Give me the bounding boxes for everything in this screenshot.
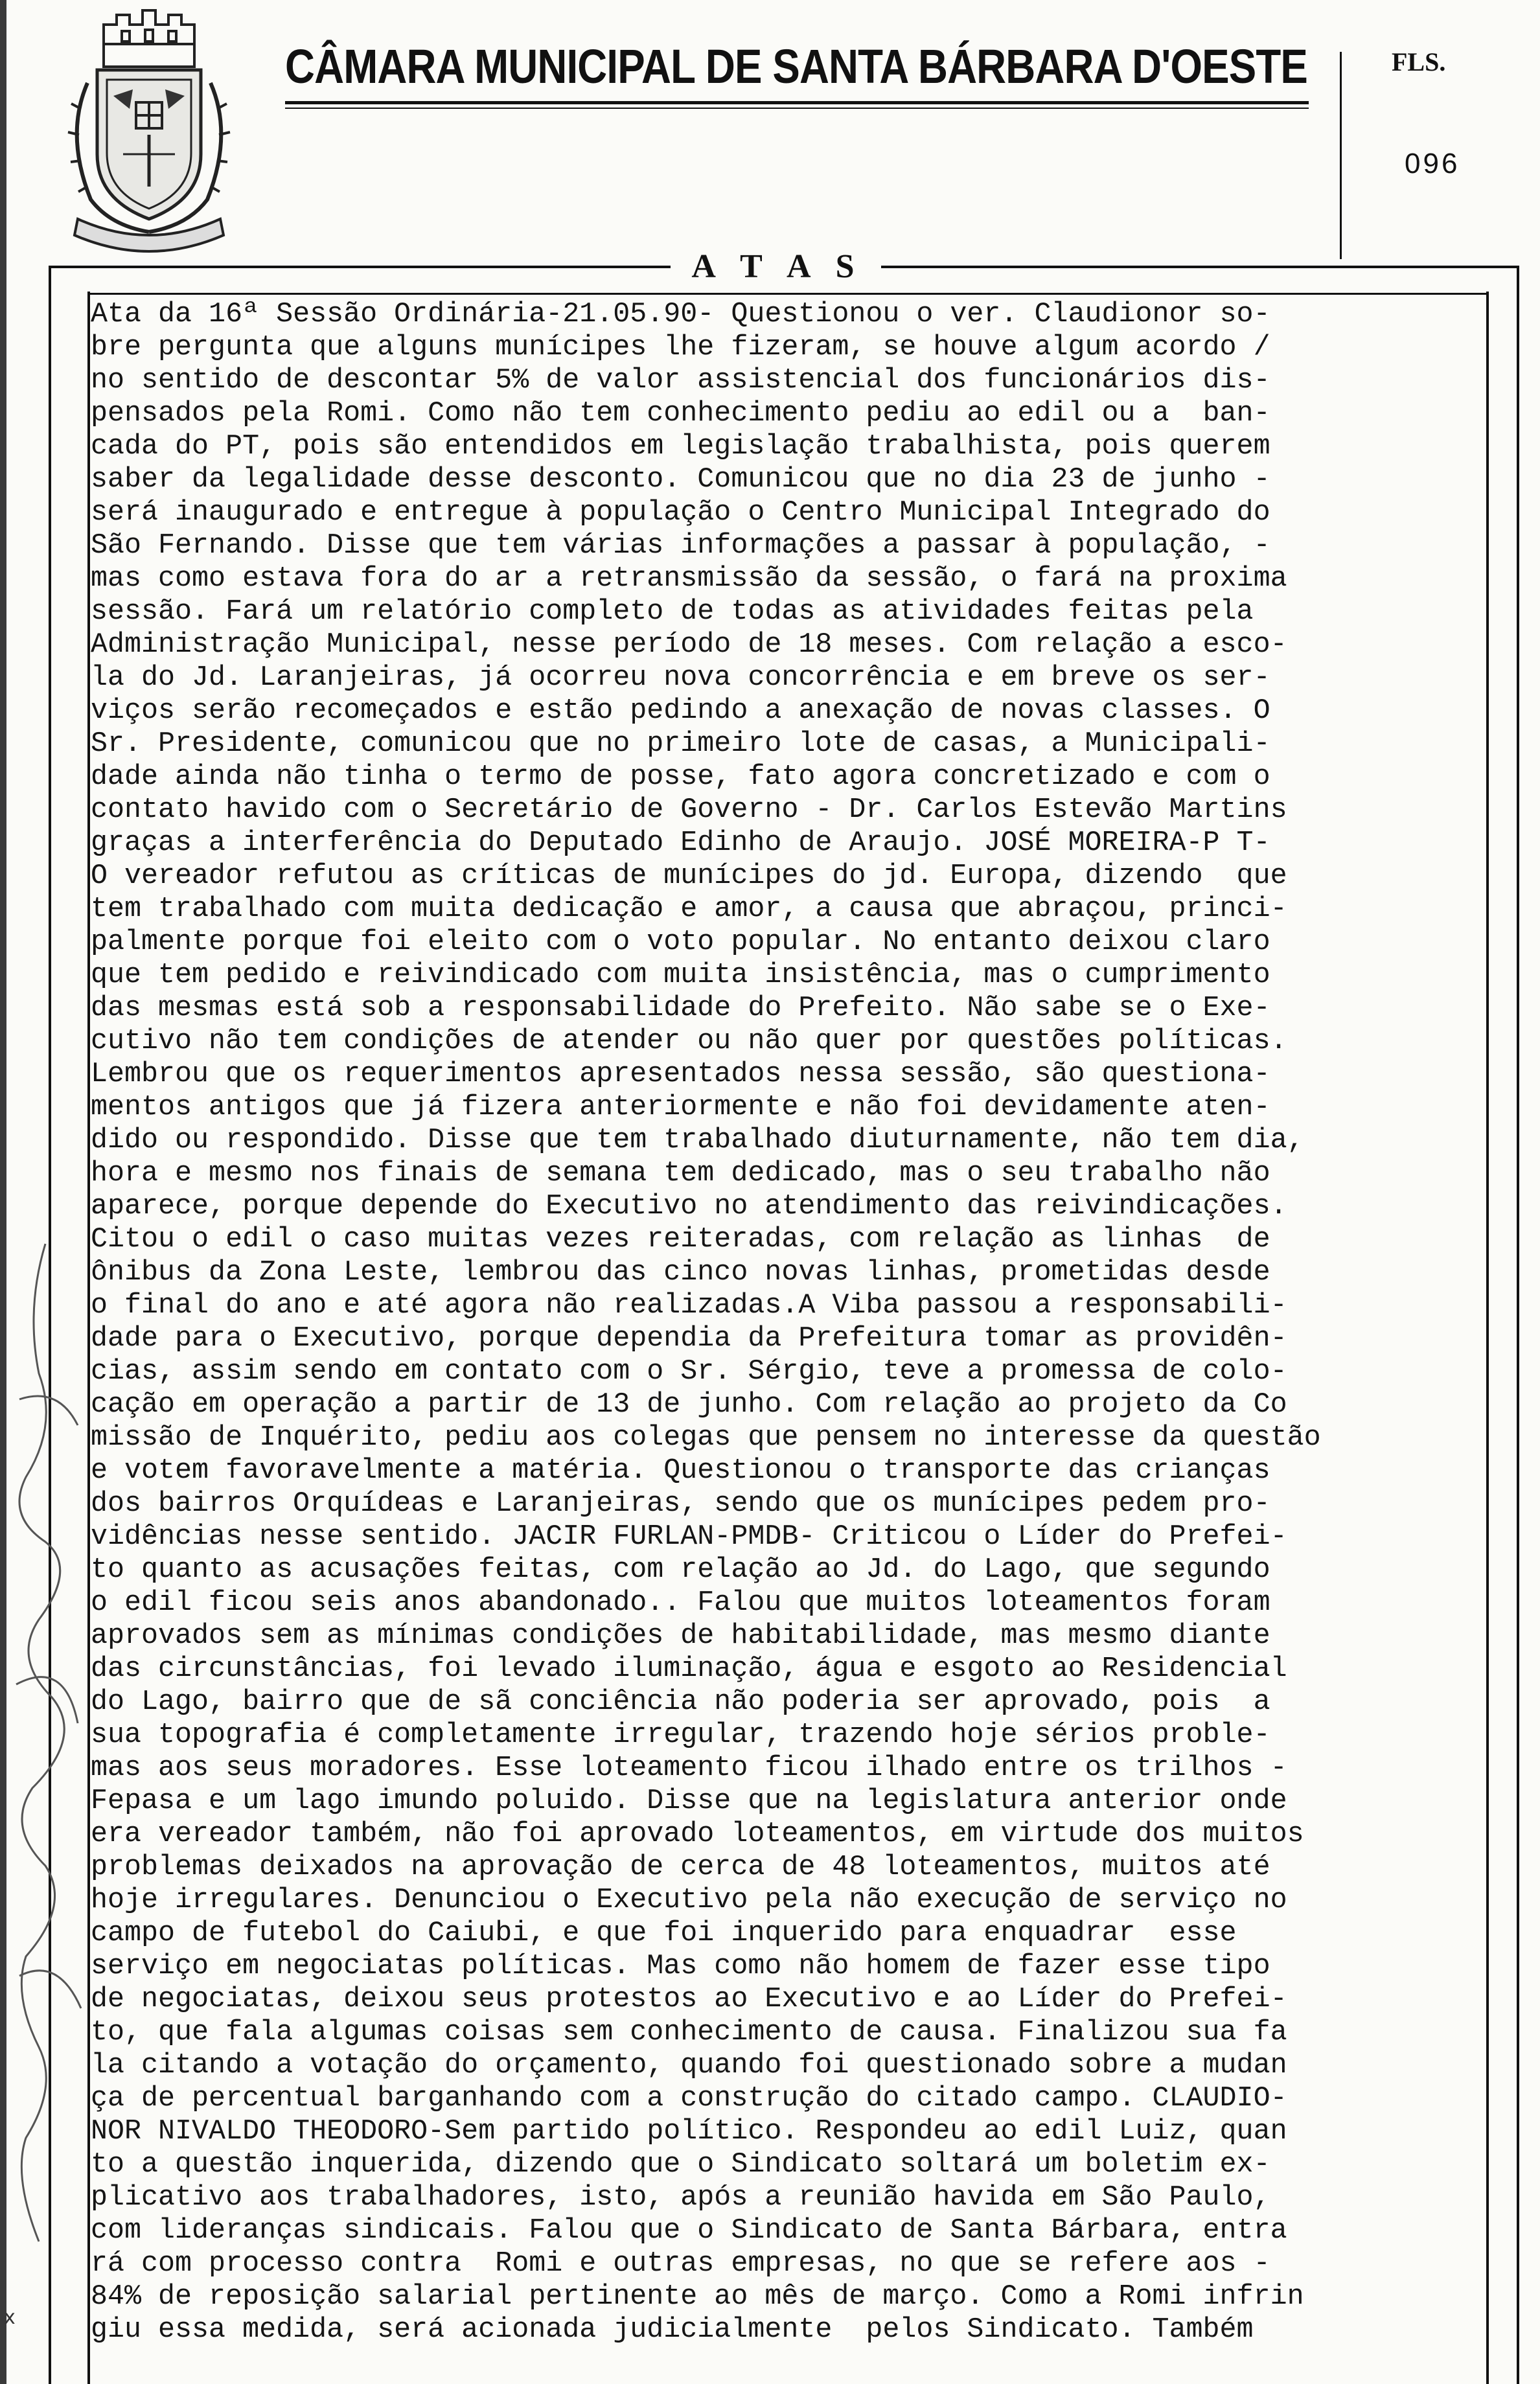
text-line: aprovados sem as mínimas condições de habitabilidade, mas mesmo diante bbox=[91, 1620, 1270, 1652]
text-line: mas aos seus moradores. Esse loteamento ficou ilhado entre os trilhos - bbox=[91, 1752, 1287, 1784]
text-line: plicativo aos trabalhadores, isto, após a reunião havida em São Paulo, bbox=[91, 2181, 1270, 2214]
organization-title: CÂMARA MUNICIPAL DE SANTA BÁRBARA D'OESTE bbox=[285, 40, 1307, 93]
text-line: que tem pedido e reivindicado com muita insistência, mas o cumprimento bbox=[91, 959, 1270, 991]
text-margin-top bbox=[87, 293, 1489, 295]
text-line: mentos antigos que já fizera anteriormente e não foi devidamente aten- bbox=[91, 1091, 1270, 1123]
text-line: aparece, porque depende do Executivo no atendimento das reivindicações. bbox=[91, 1190, 1287, 1222]
text-line: viços serão recomeçados e estão pedindo a anexação de novas classes. O bbox=[91, 694, 1270, 727]
text-line: ônibus da Zona Leste, lembrou das cinco novas linhas, prometidas desde bbox=[91, 1256, 1270, 1289]
text-line: dos bairros Orquídeas e Laranjeiras, sendo que os munícipes pedem pro- bbox=[91, 1487, 1270, 1520]
text-line: la do Jd. Laranjeiras, já ocorreu nova concorrência e em breve os ser- bbox=[91, 661, 1270, 694]
text-line: to quanto as acusações feitas, com relação ao Jd. do Lago, que segundo bbox=[91, 1553, 1270, 1586]
text-line: cada do PT, pois são entendidos em legislação trabalhista, pois querem bbox=[91, 430, 1270, 463]
text-line: era vereador também, não foi aprovado loteamentos, em virtude dos muitos bbox=[91, 1818, 1304, 1850]
section-title: A T A S bbox=[691, 248, 864, 285]
text-line: vidências nesse sentido. JACIR FURLAN-PMDB- Criticou o Líder do Prefei- bbox=[91, 1520, 1287, 1553]
text-line: rá com processo contra Romi e outras empresas, no que se refere aos - bbox=[91, 2247, 1270, 2280]
text-line: Sr. Presidente, comunicou que no primeiro lote de casas, a Municipali- bbox=[91, 728, 1270, 760]
text-line: graças a interferência do Deputado Edinho de Araujo. JOSÉ MOREIRA-P T- bbox=[91, 827, 1270, 859]
text-line: to, que fala algumas coisas sem conhecimento de causa. Finalizou sua fa bbox=[91, 2016, 1287, 2048]
text-line: palmente porque foi eleito com o voto popular. No entanto deixou claro bbox=[91, 926, 1270, 958]
atas-rule-left bbox=[49, 266, 671, 268]
text-line: missão de Inquérito, pediu aos colegas que pensem no interesse da questão bbox=[91, 1421, 1321, 1454]
text-line: cias, assim sendo em contato com o Sr. Sérgio, teve a promessa de colo- bbox=[91, 1355, 1287, 1388]
text-line: das circunstâncias, foi levado iluminação, água e esgoto ao Residencial bbox=[91, 1653, 1287, 1685]
text-line: será inaugurado e entregue à população o Centro Municipal Integrado do bbox=[91, 496, 1270, 529]
text-line: mas como estava fora do ar a retransmissão da sessão, o fará na proxima bbox=[91, 562, 1287, 595]
text-line: e votem favoravelmente a matéria. Questionou o transporte das crianças bbox=[91, 1454, 1270, 1487]
text-line: contato havido com o Secretário de Governo - Dr. Carlos Estevão Martins bbox=[91, 794, 1287, 826]
title-rule bbox=[285, 101, 1309, 104]
text-line: giu essa medida, será acionada judicialmente pelos Sindicato. Também bbox=[91, 2313, 1254, 2346]
text-line: sua topografia é completamente irregular, trazendo hoje sérios proble- bbox=[91, 1719, 1270, 1751]
text-line: o final do ano e até agora não realizadas.A Viba passou a responsabili- bbox=[91, 1289, 1287, 1322]
text-line: campo de futebol do Caiubi, e que foi inquerido para enquadrar esse bbox=[91, 1917, 1237, 1949]
handwritten-signature-icon bbox=[0, 1231, 91, 2267]
text-line: com lideranças sindicais. Falou que o Sindicato de Santa Bárbara, entra bbox=[91, 2214, 1287, 2247]
text-line: Citou o edil o caso muitas vezes reiteradas, com relação as linhas de bbox=[91, 1223, 1270, 1255]
title-rule-thin bbox=[285, 108, 1309, 109]
text-line: sessão. Fará um relatório completo de todas as atividades feitas pela bbox=[91, 595, 1254, 628]
text-line: Ata da 16ª Sessão Ordinária-21.05.90- Questionou o ver. Claudionor so- bbox=[91, 298, 1270, 330]
text-line: dade para o Executivo, porque dependia da Prefeitura tomar as providên- bbox=[91, 1322, 1287, 1355]
text-line: cutivo não tem condições de atender ou não quer por questões políticas. bbox=[91, 1025, 1287, 1057]
fls-label: FLS. bbox=[1392, 47, 1446, 76]
text-line: hoje irregulares. Denunciou o Executivo pela não execução de serviço no bbox=[91, 1884, 1287, 1916]
text-line: Administração Municipal, nesse período de 18 meses. Com relação a esco- bbox=[91, 628, 1287, 661]
text-line: serviço em negociatas políticas. Mas como não homem de fazer esse tipo bbox=[91, 1950, 1270, 1982]
minutes-body bbox=[91, 298, 1529, 2346]
header-divider bbox=[1340, 52, 1342, 259]
text-line: la citando a votação do orçamento, quando foi questionado sobre a mudan bbox=[91, 2049, 1287, 2081]
text-line: São Fernando. Disse que tem várias informações a passar à população, - bbox=[91, 529, 1270, 562]
text-line: Lembrou que os requerimentos apresentados nessa sessão, são questiona- bbox=[91, 1058, 1270, 1090]
text-line: 84% de reposição salarial pertinente ao mês de março. Como a Romi infrin bbox=[91, 2280, 1304, 2313]
text-line: das mesmas está sob a responsabilidade do Prefeito. Não sabe se o Exe- bbox=[91, 992, 1270, 1024]
text-line: hora e mesmo nos finais de semana tem dedicado, mas o seu trabalho não bbox=[91, 1157, 1270, 1189]
text-line: to a questão inquerida, dizendo que o Sindicato soltará um boletim ex- bbox=[91, 2148, 1270, 2181]
text-line: de negociatas, deixou seus protestos ao Executivo e ao Líder do Prefei- bbox=[91, 1983, 1287, 2015]
municipal-coat-of-arms-icon bbox=[52, 5, 246, 258]
page-number: 096 bbox=[1405, 148, 1460, 179]
text-line: pensados pela Romi. Como não tem conhecimento pediu ao edil ou a ban- bbox=[91, 397, 1270, 430]
atas-rule-right bbox=[881, 266, 1519, 268]
text-line: do Lago, bairro que de sã conciência não poderia ser aprovado, pois a bbox=[91, 1686, 1270, 1718]
text-line: bre pergunta que alguns munícipes lhe fizeram, se houve algum acordo / bbox=[91, 331, 1270, 363]
margin-mark: x bbox=[4, 2306, 16, 2329]
text-line: saber da legalidade desse desconto. Comunicou que no dia 23 de junho - bbox=[91, 463, 1270, 496]
text-line: dido ou respondido. Disse que tem trabalhado diuturnamente, não tem dia, bbox=[91, 1124, 1304, 1156]
text-line: no sentido de descontar 5% de valor assistencial dos funcionários dis- bbox=[91, 364, 1270, 396]
text-line: Fepasa e um lago imundo poluido. Disse que na legislatura anterior onde bbox=[91, 1785, 1287, 1817]
text-line: problemas deixados na aprovação de cerca de 48 loteamentos, muitos até bbox=[91, 1851, 1270, 1883]
text-line: tem trabalhado com muita dedicação e amor, a causa que abraçou, princi- bbox=[91, 893, 1287, 925]
text-line: cação em operação a partir de 13 de junho. Com relação ao projeto da Co bbox=[91, 1388, 1287, 1421]
text-line: O vereador refutou as críticas de munícipes do jd. Europa, dizendo que bbox=[91, 860, 1287, 892]
text-line: dade ainda não tinha o termo de posse, fato agora concretizado e com o bbox=[91, 761, 1270, 793]
text-line: o edil ficou seis anos abandonado.. Falou que muitos loteamentos foram bbox=[91, 1587, 1270, 1619]
text-line: ça de percentual barganhando com a construção do citado campo. CLAUDIO- bbox=[91, 2082, 1287, 2115]
text-line: NOR NIVALDO THEODORO-Sem partido político. Respondeu ao edil Luiz, quan bbox=[91, 2115, 1287, 2148]
